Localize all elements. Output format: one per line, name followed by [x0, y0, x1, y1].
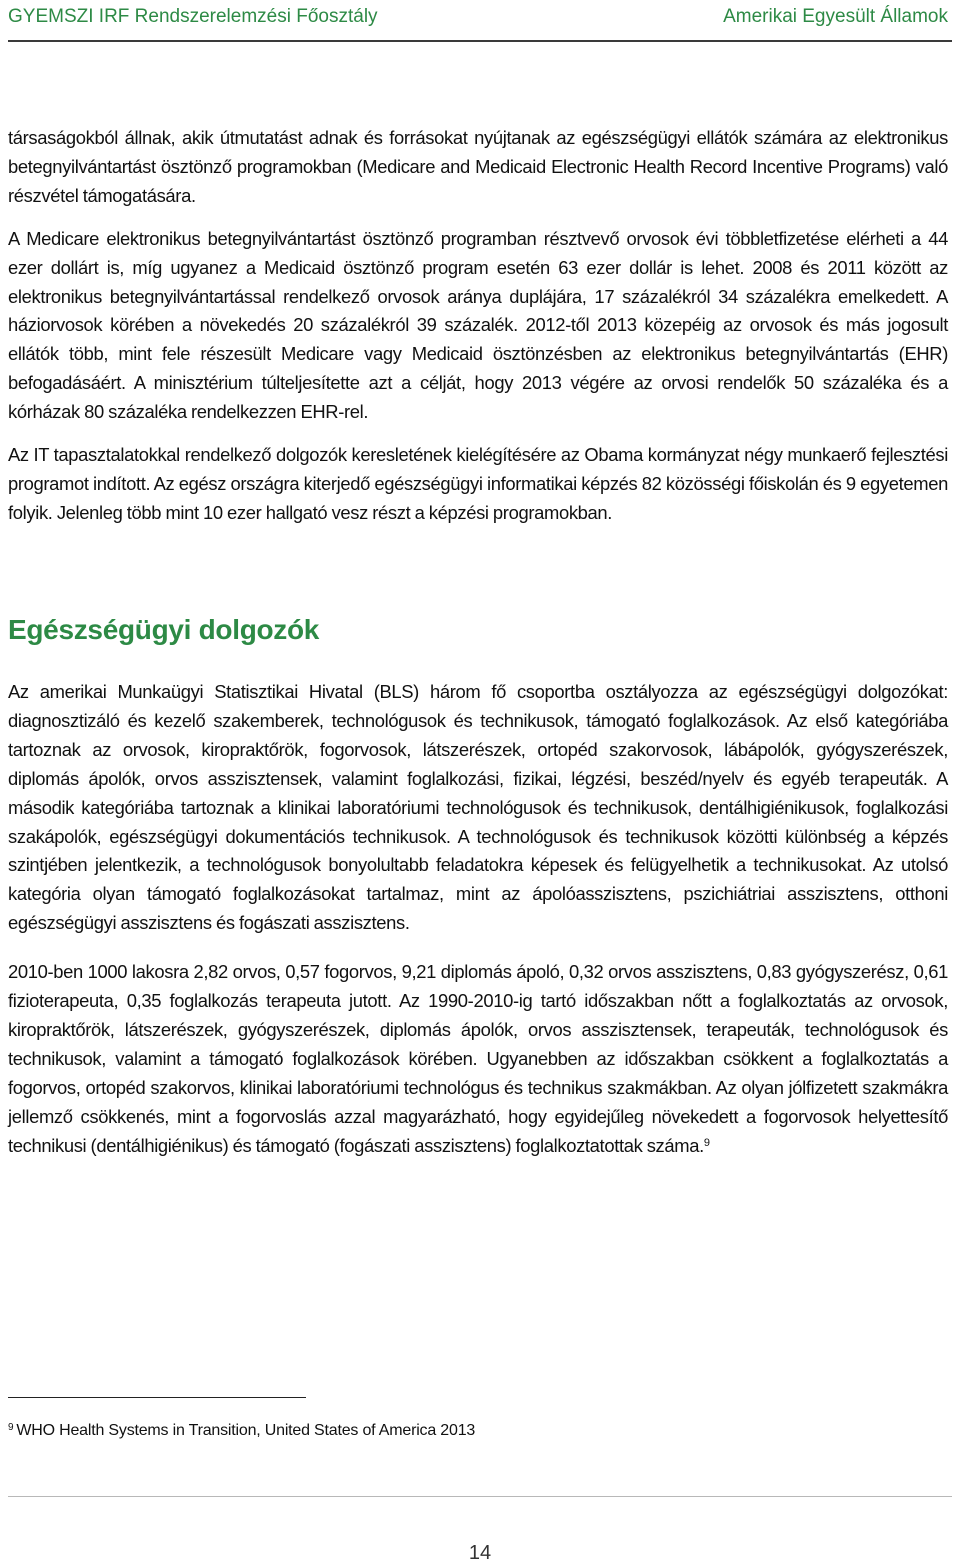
section-paragraph-2 — [8, 958, 948, 1160]
footer-divider — [8, 1496, 952, 1497]
footnote — [8, 1422, 475, 1440]
footnote-text: WHO Health Systems in Transition, United States of America 2013 — [16, 1422, 476, 1439]
section-paragraph-1: Az amerikai Munkaügyi Statisztikai Hivatal (BLS) három fő csoportba osztályozza az egészségügyi dolgozókat: diagnosztizáló és kezelő szakemberek, technológusok és technikusok, támogató foglalkozások. Az első kategóriába tartoznak az orvosok, kiropraktőrök, fogorvosok, látszerészek, ortopéd szakorvosok, lábápolók, gyógyszerészek, diplomás ápolók, orvos asszisztensek, valamint foglalkozási, fizikai, légzési, beszéd/nyelv és egyéb terapeuták. A második kategóriába tartoznak a klinikai laboratóriumi technológusok és technikusok, dentálhigiénikusok, foglalkozási szakápolók, egészségügyi dokumentációs technikusok. A technológusok és technikusok közötti különbség a képzés szintjében jelentkezik, a technológusok bonyolultabb feladatokra képesek és felügyelhetik a technikusokat. Az utolsó kategória olyan támogató foglalkozásokat tartalmaz, mint az ápolóasszisztens, pszichiátriai asszisztens, otthoni egészségügyi asszisztens és fogászati asszisztens. — [8, 681, 948, 934]
intro-paragraph-2: A Medicare elektronikus betegnyilvántartást ösztönző programban résztvevő orvosok évi többletfizetése elérheti a 44 ezer dollárt is, míg ugyanez a Medicaid ösztönző program esetén 63 ezer dollár is lehet. 2008 és 2011 között az elektronikus betegnyilvántartással rendelkező orvosok aránya duplájára, 17 százalékról 34 százalékra emelkedett. A háziorvosok körében a növekedés 20 százalékról 39 százalék. 2012-től 2013 közepéig az orvosok és más jogosult ellátók több, mint fele részesült Medicare vagy Medicaid ösztönzésben az elektronikus betegnyilvántartás (EHR) befogadásáért. A minisztérium túlteljesítette azt a célját, hogy 2013 végére az orvosi rendelők 50 százaléka és a kórházak 80 százaléka rendelkezzen EHR-rel. — [8, 227, 948, 423]
section-paragraph-2-text: 2010-ben 1000 lakosra 2,82 orvos, 0,57 fogorvos, 9,21 diplomás ápoló, 0,32 orvos asszisztens, 0,83 gyógyszerész, 0,61 fizioterapeuta, 0,35 foglalkozás terapeuta jutott. Az 1990-2010-ig tartó időszakban nőtt a foglalkoztatás az orvosok, kiropraktőrök, látszerészek, gyógyszerészek, diplomás ápolók, orvos asszisztensek, terapeuták, technológusok és technikusok, valamint a támogató foglalkozások körében. Ugyanebben az időszakban csökkent a foglalkoztatás a fogorvos, ortopéd szakorvos, klinikai laboratóriumi technológus és technikus szakmákban. Az olyan jólfizetett szakmákra jellemző csökkenés, mint a fogorvoslás azzal magyarázható, hogy egyidejűleg növekedett a fogorvosok helyettesítő technikusi (dentálhigiénikus) és támogató (fogászati asszisztens) foglalkoztatottak száma. — [8, 961, 948, 1156]
intro-paragraph-3: Az IT tapasztalatokkal rendelkező dolgozók keresletének kielégítésére az Obama kormányzat négy munkaerő fejlesztési programot indított. Az egész országra kiterjedő egészségügyi informatikai képzés 82 közösségi főiskolán és 9 egyetemen folyik. Jelenleg több mint 10 ezer hallgató vesz részt a képzési programokban. — [8, 444, 948, 523]
intro-paragraph-1: társaságokból állnak, akik útmutatást adnak és forrásokat nyújtanak az egészségügyi ellátók számára az elektronikus betegnyilvántartást ösztönző programokban (Medicare and Medicaid Electronic Health Record Incentive Programs) való részvétel támogatására. — [8, 127, 948, 206]
page-header — [8, 6, 948, 34]
intro-body — [8, 124, 948, 542]
header-organization: GYEMSZI IRF Rendszerelemzési Főosztály — [8, 6, 378, 27]
footnote-divider — [8, 1397, 306, 1398]
page-number: 14 — [468, 1542, 492, 1564]
section-heading: Egészségügyi dolgozók — [8, 614, 320, 645]
footnote-number: 9 — [8, 1422, 14, 1433]
footnote-reference[interactable]: 9 — [703, 1136, 710, 1149]
section-body — [8, 678, 948, 1181]
header-country: Amerikai Egyesült Államok — [723, 6, 948, 27]
header-divider — [8, 40, 952, 42]
